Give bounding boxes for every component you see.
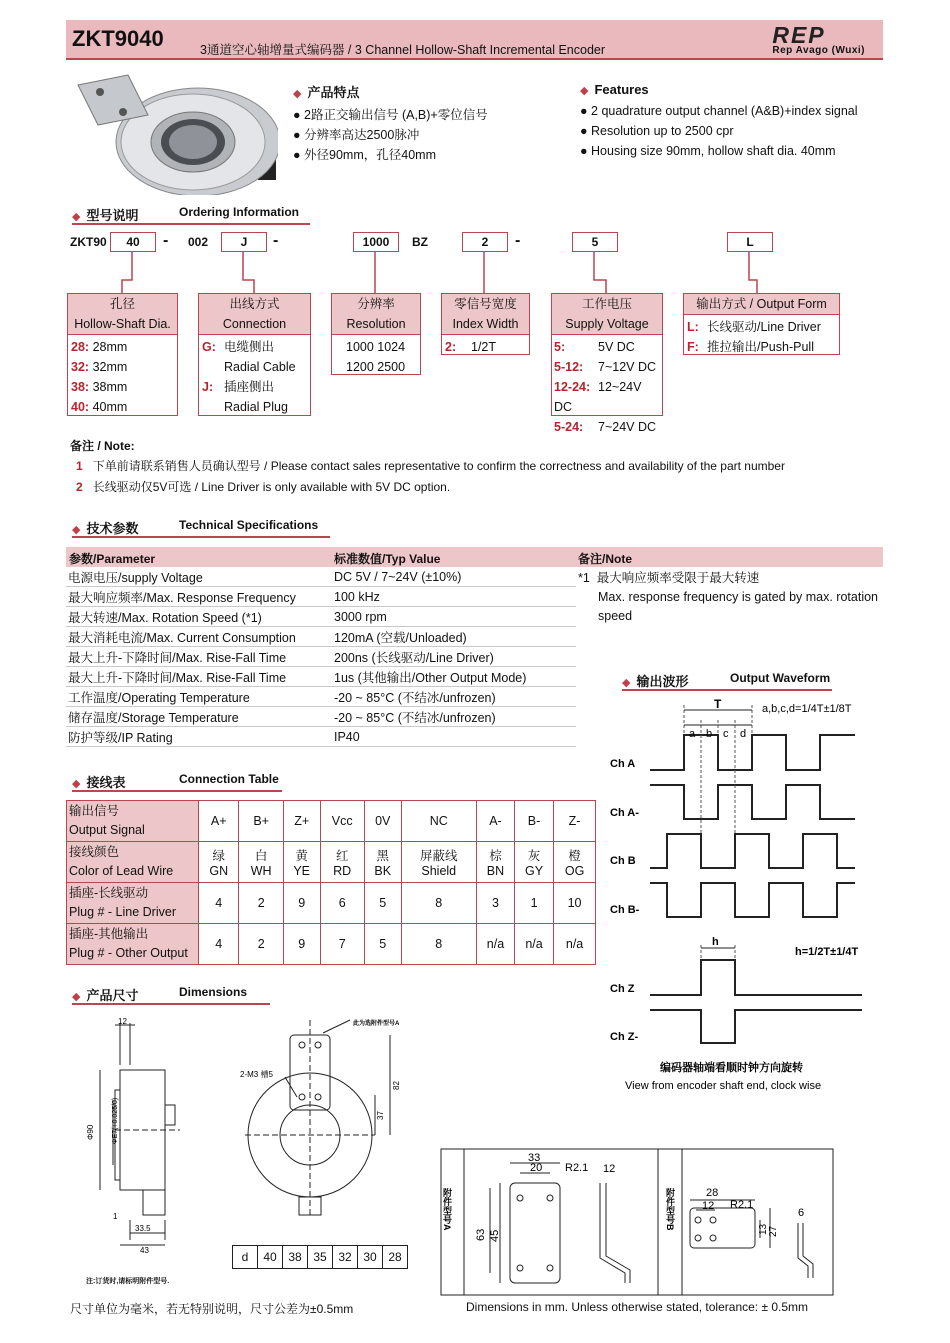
connection-cell: Z- [554,801,596,842]
front-view-drawing [235,1015,435,1235]
svg-text:2-M3 槽5: 2-M3 槽5 [240,1070,273,1079]
spec-value: DC 5V / 7~24V (±10%) [332,567,576,587]
spec-param: 最大响应频率/Max. Response Frequency [66,587,332,607]
connection-row [67,842,596,883]
connection-cell: B+ [239,801,283,842]
dash: - [163,232,169,249]
svg-text:Φ90: Φ90 [86,1124,95,1140]
waveform-diagram [600,695,880,1095]
dimensions-title: ◆ 产品尺寸 Dimensions [72,985,270,1005]
connection-row-label: 输出信号 Output Signal [67,801,199,842]
diameter-cell: 35 [308,1246,333,1269]
svg-text:43: 43 [140,1246,149,1255]
svg-text:82: 82 [392,1081,401,1090]
connection-cell: 2 [239,924,283,965]
spec-param: 最大上升-下降时间/Max. Rise-Fall Time [66,647,332,667]
svg-text:12: 12 [118,1017,127,1026]
svg-text:a,b,c,d=1/4T±1/8T: a,b,c,d=1/4T±1/8T [762,703,852,715]
svg-text:33: 33 [528,1152,541,1164]
features-cn: ◆ 产品特点 ● 2路正交输出信号 (A,B)+零位信号 ● 分辨率高达2500脉冲 ● 外径90mm，孔径40mm [293,85,488,162]
connection-cell: 黄 YE [283,842,320,883]
spec-value: 3000 rpm [332,607,576,627]
spec-value: 120mA (空载/Unloaded) [332,627,576,647]
svg-text:c: c [723,728,729,740]
spec-param: 储存温度/Storage Temperature [66,707,332,727]
connection-cell: A- [476,801,514,842]
svg-text:1: 1 [113,1212,118,1221]
spec-value: 100 kHz [332,587,576,607]
svg-text:编码器轴端看顺时钟方向旋转: 编码器轴端看顺时钟方向旋转 [660,1062,803,1074]
option-box-resolution: 分辨率 Resolution 1000 1024 1200 2500 [331,293,421,375]
features-en: ◆ Features ● 2 quadrature output channel (A&B)+index signal ● Resolution up to 2500 cpr ● Housing size 90mm, hollow shaft dia. 40mm [580,82,858,158]
spec-value: IP40 [332,727,576,747]
model-subtitle: 3通道空心轴增量式编码器 / 3 Channel Hollow-Shaft Incremental Encoder [200,43,606,57]
svg-text:h: h [712,936,719,948]
connection-cell: 4 [199,924,239,965]
side-view-drawing [85,1015,195,1255]
svg-text:View from encoder shaft end, c: View from encoder shaft end, clock wise [625,1080,822,1092]
spec-param: 最大消耗电流/Max. Current Consumption [66,627,332,647]
code-connection: J [221,232,267,252]
connection-row [67,883,596,924]
feature-en-item: Housing size 90mm, hollow shaft dia. 40mm [591,144,836,158]
connection-cell: 5 [364,924,401,965]
svg-text:20: 20 [530,1162,543,1174]
connection-cell: 棕 BN [476,842,514,883]
diameter-cell: 40 [258,1246,283,1269]
connection-row-label: 插座-其他输出 Plug # - Other Output [67,924,199,965]
feature-en-item: 2 quadrature output channel (A&B)+index signal [591,104,858,118]
spec-value: 1us (其他输出/Other Output Mode) [332,667,576,687]
diameter-table [232,1245,408,1269]
svg-text:12: 12 [702,1200,715,1212]
ordering-prefix: ZKT90 [70,235,107,249]
svg-text:13: 13 [758,1223,769,1235]
code-output: L [727,232,773,252]
notes-title: 备注 / Note: [70,439,135,453]
connection-row-label: 插座-长线驱动 Plug # - Line Driver [67,883,199,924]
spec-param: 最大转速/Max. Rotation Speed (*1) [66,607,332,627]
svg-text:此为选附件型号A: 此为选附件型号A [353,1021,400,1027]
connection-cell: 0V [364,801,401,842]
connection-cell: A+ [199,801,239,842]
connection-table [66,800,596,965]
svg-text:附件型号A: 附件型号A [442,1188,452,1231]
connection-cell: 屏蔽线 Shield [401,842,476,883]
connection-row [67,801,596,842]
spec-param: 最大上升-下降时间/Max. Rise-Fall Time [66,667,332,687]
diameter-cell: 38 [283,1246,308,1269]
option-box-index: 零信号宽度 Index Width 2: 1/2T [441,293,530,355]
svg-text:h=1/2T±1/4T: h=1/2T±1/4T [795,946,859,958]
footer-cn: 尺寸单位为毫米，若无特别说明，尺寸公差为±0.5mm [70,1302,354,1316]
svg-text:27: 27 [768,1225,779,1237]
features-cn-title: 产品特点 [307,85,360,100]
logo-mark: REP [772,22,826,48]
connection-cell: 9 [283,924,320,965]
connection-cell: NC [401,801,476,842]
spec-row [66,667,576,687]
svg-text:Ch A: Ch A [610,758,636,770]
spec-row [66,707,576,727]
connection-cell: Vcc [320,801,364,842]
connection-cell: 10 [554,883,596,924]
connection-cell: 绿 GN [199,842,239,883]
connection-cell: 5 [364,883,401,924]
svg-text:Ch B: Ch B [610,855,636,867]
note-item: 1 下单前请联系销售人员确认型号 / Please contact sales representative to confirm the correctness and availability of the part number [76,459,785,473]
connection-cell: n/a [476,924,514,965]
code-index: 2 [462,232,508,252]
specs-table [66,567,576,747]
svg-text:Ch Z: Ch Z [610,983,635,995]
diameter-cell: 28 [383,1246,408,1269]
svg-text:d: d [740,728,747,740]
spec-row [66,647,576,667]
spec-param: 防护等级/IP Rating [66,727,332,747]
spec-row [66,567,576,587]
spec-note: *1 最大响应频率受限于最大转速 Max. response frequency is gated by max. rotation speed [578,571,879,623]
svg-text:a: a [689,728,696,740]
connection-cell: 1 [514,883,553,924]
option-box-output: 输出方式 / Output Form L: 长线驱动/Line Driver F: 推拉输出/Push-Pull [683,293,840,355]
connection-cell: 红 RD [320,842,364,883]
spec-value: 200ns (长线驱动/Line Driver) [332,647,576,667]
spec-param: 电源电压/supply Voltage [66,567,332,587]
connection-cell: n/a [514,924,553,965]
feature-cn-item: 外径90mm，孔径40mm [304,148,436,162]
spec-param: 工作温度/Operating Temperature [66,687,332,707]
spec-row [66,607,576,627]
connection-cell: 9 [283,883,320,924]
connection-title: ◆ 接线表 Connection Table [72,772,282,792]
svg-text:6: 6 [798,1207,805,1219]
svg-text:Ch B-: Ch B- [610,904,640,916]
code-voltage: 5 [572,232,618,252]
code-resolution: 1000 [353,232,399,252]
connection-cell: 黑 BK [364,842,401,883]
specs-header-row: 参数/Parameter 标准数值/Typ Value 备注/Note [66,547,883,567]
dash: - [515,232,521,249]
waveform-title: ◆ 输出波形 Output Waveform [622,671,831,689]
connection-cell: 8 [401,883,476,924]
connection-cell: 7 [320,924,364,965]
ordering-title: ◆ 型号说明 Ordering Information [72,205,310,225]
svg-text:R2.1: R2.1 [730,1199,754,1211]
model-title: ZKT9040 [72,26,164,51]
dash: - [273,232,279,249]
svg-text:b: b [706,728,713,740]
spec-value: -20 ~ 85°C (不结冰/unfrozen) [332,687,576,707]
connection-cell: 8 [401,924,476,965]
svg-text:Ch A-: Ch A- [610,807,639,819]
svg-text:28: 28 [706,1187,719,1199]
connection-cell: 白 WH [239,842,283,883]
connection-cell: 3 [476,883,514,924]
connection-cell: Z+ [283,801,320,842]
code-fixed: 002 [188,235,209,249]
spec-row [66,627,576,647]
feature-cn-item: 2路正交输出信号 (A,B)+零位信号 [304,108,488,122]
spec-value: -20 ~ 85°C (不结冰/unfrozen) [332,707,576,727]
svg-text:12: 12 [603,1163,616,1175]
diameter-cell: 32 [333,1246,358,1269]
diameter-cell: 30 [358,1246,383,1269]
option-box-hole: 孔径 Hollow-Shaft Dia. 28: 28mm 32: 32mm 38: 38mm 40: 40mm [67,293,178,416]
connection-row [67,924,596,965]
connection-cell: 2 [239,883,283,924]
connection-cell: 6 [320,883,364,924]
feature-cn-item: 分辨率高达2500脉冲 [304,128,420,142]
spec-row [66,687,576,707]
features-en-title: Features [594,82,649,97]
option-box-voltage: 工作电压 Supply Voltage 5: 5V DC 5-12: 7~12V DC 12-24: 12~24V DC 5-24: 7~24V DC [551,293,663,416]
specs-title: ◆ 技术参数 Technical Specifications [72,518,330,538]
code-bz: BZ [412,235,428,249]
connection-row-label: 接线颜色 Color of Lead Wire [67,842,199,883]
note-item: 2 长线驱动仅5V可选 / Line Driver is only available with 5V DC option. [76,480,451,494]
svg-text:Ch Z-: Ch Z- [610,1031,639,1043]
spec-row [66,587,576,607]
logo-text: Rep Avago (Wuxi) [772,45,865,56]
code-hole: 40 [110,232,156,252]
connection-cell: 4 [199,883,239,924]
svg-text:T: T [714,697,722,711]
svg-text:ΦE7(+0.025/0): ΦE7(+0.025/0) [112,1097,119,1144]
ordering-connectors [0,0,950,300]
svg-text:R2.1: R2.1 [565,1162,589,1174]
svg-text:63: 63 [475,1228,487,1241]
footer-en: Dimensions in mm. Unless otherwise stated, tolerance: ± 0.5mm [466,1300,809,1314]
svg-text:附件型号B: 附件型号B [665,1188,675,1231]
svg-text:37: 37 [376,1111,385,1120]
svg-text:33.5: 33.5 [135,1224,151,1233]
accessory-drawings [440,1148,835,1296]
feature-en-item: Resolution up to 2500 cpr [591,124,734,138]
svg-text:45: 45 [489,1229,501,1242]
order-note: 注:订货时,请标明附件型号. [86,1278,170,1285]
connection-cell: B- [514,801,553,842]
connection-cell: 橙 OG [554,842,596,883]
connection-cell: 灰 GY [514,842,553,883]
option-box-connection: 出线方式 Connection G: 电缆侧出 Radial Cable J: 插座侧出 Radial Plug [198,293,311,416]
connection-cell: n/a [554,924,596,965]
spec-row [66,727,576,747]
diameter-cell: d [233,1246,258,1269]
